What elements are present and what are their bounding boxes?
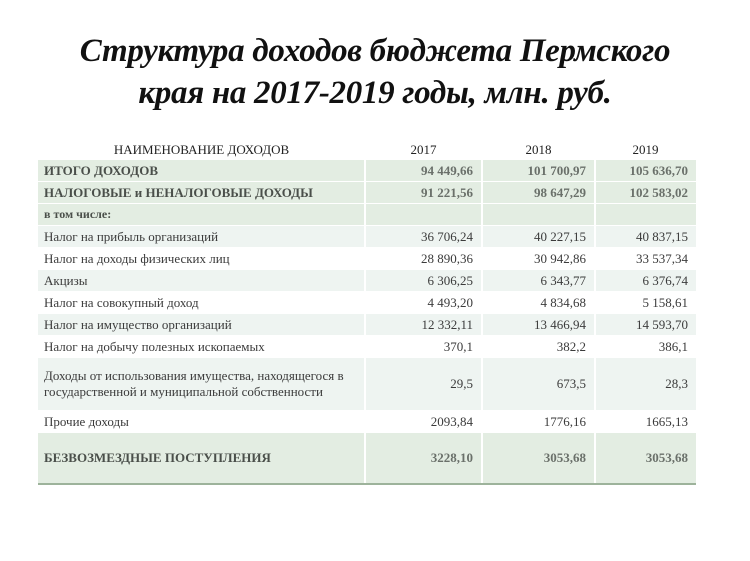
table-row (38, 270, 696, 292)
row-label: Налог на совокупный доход (38, 292, 365, 314)
table-row-tax-nontax-revenue (38, 182, 696, 204)
value-2017: 4 493,20 (365, 292, 482, 314)
table-row-total-revenue (38, 160, 696, 182)
value-2017 (365, 204, 482, 226)
value-2018: 101 700,97 (482, 160, 595, 182)
value-2019 (595, 204, 696, 226)
value-2019: 3053,68 (595, 433, 696, 485)
column-header-2017: 2017 (365, 140, 482, 160)
value-2019: 5 158,61 (595, 292, 696, 314)
column-header-2018: 2018 (482, 140, 595, 160)
value-2017: 36 706,24 (365, 226, 482, 248)
value-2017: 2093,84 (365, 411, 482, 433)
value-2017: 29,5 (365, 358, 482, 411)
value-2018: 98 647,29 (482, 182, 595, 204)
value-2017: 370,1 (365, 336, 482, 358)
row-label: Акцизы (38, 270, 365, 292)
table-header-row (38, 140, 696, 160)
value-2019: 6 376,74 (595, 270, 696, 292)
value-2019: 386,1 (595, 336, 696, 358)
value-2017: 91 221,56 (365, 182, 482, 204)
value-2019: 28,3 (595, 358, 696, 411)
value-2017: 28 890,36 (365, 248, 482, 270)
table-row (38, 358, 696, 411)
value-2018: 673,5 (482, 358, 595, 411)
value-2019: 14 593,70 (595, 314, 696, 336)
table-row (38, 248, 696, 270)
value-2019: 1665,13 (595, 411, 696, 433)
row-label: Налог на прибыль организаций (38, 226, 365, 248)
value-2019: 105 636,70 (595, 160, 696, 182)
value-2018: 1776,16 (482, 411, 595, 433)
budget-revenue-table (38, 140, 696, 485)
table-row (38, 226, 696, 248)
value-2018: 6 343,77 (482, 270, 595, 292)
value-2017: 6 306,25 (365, 270, 482, 292)
row-label: НАЛОГОВЫЕ и НЕНАЛОГОВЫЕ ДОХОДЫ (38, 182, 365, 204)
row-label: Доходы от использования имущества, находящегося в государственной и муниципальной собственности (38, 358, 365, 411)
row-label: Налог на добычу полезных ископаемых (38, 336, 365, 358)
value-2019: 33 537,34 (595, 248, 696, 270)
column-header-2019: 2019 (595, 140, 696, 160)
column-header-name: НАИМЕНОВАНИЕ ДОХОДОВ (38, 140, 365, 160)
table-row (38, 292, 696, 314)
value-2018: 3053,68 (482, 433, 595, 485)
value-2018: 13 466,94 (482, 314, 595, 336)
value-2019: 40 837,15 (595, 226, 696, 248)
table-row (38, 411, 696, 433)
row-label: Налог на доходы физических лиц (38, 248, 365, 270)
row-label: ИТОГО ДОХОДОВ (38, 160, 365, 182)
value-2017: 12 332,11 (365, 314, 482, 336)
row-label: в том числе: (38, 204, 365, 226)
row-label: Налог на имущество организаций (38, 314, 365, 336)
value-2017: 94 449,66 (365, 160, 482, 182)
value-2018 (482, 204, 595, 226)
value-2018: 30 942,86 (482, 248, 595, 270)
table-row-gratuitous-receipts (38, 433, 696, 485)
value-2019: 102 583,02 (595, 182, 696, 204)
page-title (0, 30, 750, 114)
row-label: Прочие доходы (38, 411, 365, 433)
value-2018: 40 227,15 (482, 226, 595, 248)
value-2018: 382,2 (482, 336, 595, 358)
table-row (38, 336, 696, 358)
value-2018: 4 834,68 (482, 292, 595, 314)
title-line-1: Структура доходов бюджета Пермского (79, 33, 671, 69)
table-row (38, 314, 696, 336)
value-2017: 3228,10 (365, 433, 482, 485)
row-label: БЕЗВОЗМЕЗДНЫЕ ПОСТУПЛЕНИЯ (38, 433, 365, 485)
title-line-2: края на 2017-2019 годы, млн. руб. (138, 75, 612, 111)
table-row-including (38, 204, 696, 226)
